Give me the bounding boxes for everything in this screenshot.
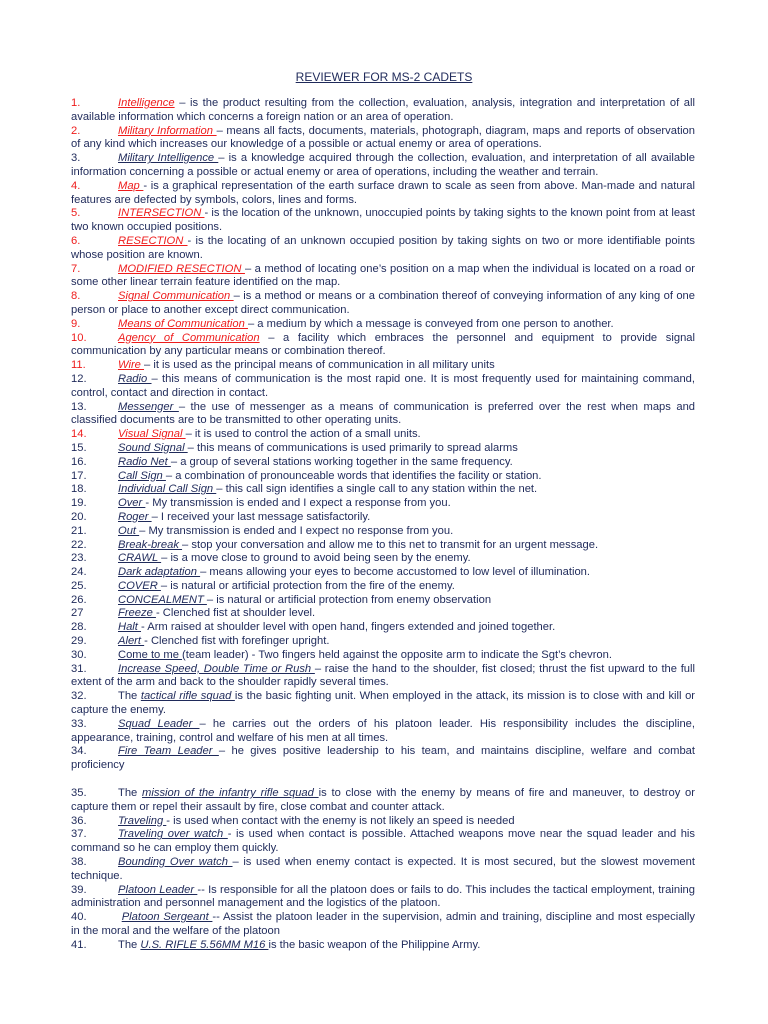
item-definition: – this means of communication is the most rapid one. It is most frequently used for maintaining command, control, contact and direction in contact. (71, 372, 695, 399)
item-term: Break-break (118, 538, 183, 551)
item-term: Sound Signal (118, 441, 188, 454)
item-number: 5. (71, 207, 81, 220)
list-item (71, 815, 695, 829)
item-definition: – is natural or artificial protection from enemy observation (206, 593, 492, 606)
list-item (71, 373, 695, 401)
item-lead-text: The (118, 938, 141, 951)
item-term: Signal Communication (118, 290, 234, 303)
item-definition: - is the location of the unknown, unoccupied points by taking sights to the known point from at least two known occupied positions. (71, 207, 695, 234)
item-definition: – a medium by which a message is conveyed from one person to another. (247, 317, 614, 330)
item-definition: is the basic weapon of the Philippine Army. (268, 938, 481, 951)
item-definition: – is used when enemy contact is expected. It is most secured, but the slowest movement technique. (71, 856, 695, 882)
item-number: 10. (71, 331, 87, 344)
item-definition: - is used when contact with the enemy is not likely an speed is needed (166, 814, 515, 827)
item-term: Dark adaptation (118, 566, 201, 579)
item-number: 32. (71, 690, 87, 703)
item-lead-text: The (118, 690, 141, 703)
list-item (71, 649, 695, 663)
item-term: Means of Communication (118, 317, 248, 330)
item-term: COVER (118, 579, 161, 592)
item-definition: -- Assist the platoon leader in the supervision, admin and training, discipline and most especially in the moral and the welfare of the platoon (71, 911, 695, 938)
list-item (71, 428, 695, 442)
list-item (71, 207, 695, 235)
item-number: 25. (71, 579, 87, 592)
item-definition: – means allowing your eyes to become accustomed to low level of illumination. (200, 566, 590, 579)
item-term: tactical rifle squad (140, 690, 235, 703)
list-item (71, 332, 695, 360)
list-item (71, 539, 695, 553)
item-definition: – it is used as the principal means of communication in all military units (144, 359, 495, 372)
item-definition: – is a method or means or a combination thereof of conveying information of any king of one person or place to another except direct communication. (71, 290, 695, 316)
item-number: 14. (71, 428, 87, 441)
item-number: 3. (71, 152, 81, 165)
item-number: 26. (71, 593, 87, 606)
item-definition: (team leader) - Two fingers held against the opposite arm to indicate the Sgt’s chevron. (182, 648, 612, 661)
item-definition: – is natural or artificial protection from the fire of the enemy. (160, 579, 455, 592)
item-number: 35. (71, 787, 87, 800)
item-number: 41. (71, 938, 87, 951)
item-definition: – means all facts, documents, materials, photograph, diagram, maps and reports of observation of any kind which increases our knowledge of a possible or actual enemy or area of operations. (71, 124, 695, 151)
list-item (71, 690, 695, 718)
item-definition: – a group of several stations working together in the same frequency. (170, 455, 513, 468)
item-definition: - My transmission is ended and I expect a response from you. (145, 497, 451, 510)
list-item (71, 884, 695, 912)
item-definition: – this call sign identifies a single call to any station within the net. (216, 483, 538, 496)
item-number: 8. (71, 290, 81, 303)
list-item (71, 580, 695, 594)
item-number: 30. (71, 648, 87, 661)
item-number: 15. (71, 441, 87, 454)
list-item (71, 745, 695, 773)
item-term: Radio Net (118, 455, 171, 468)
item-definition: – stop your conversation and allow me to this net to transmit for an urgent message. (182, 538, 599, 551)
list-item (71, 566, 695, 580)
item-number: 38. (71, 856, 87, 869)
item-term: Military Intelligence (118, 152, 219, 165)
item-term: Visual Signal (118, 428, 186, 441)
item-term: Squad Leader (118, 717, 200, 730)
item-number: 36. (71, 814, 87, 827)
item-term: Freeze (118, 607, 156, 620)
list-item (71, 635, 695, 649)
list-item (71, 607, 695, 621)
item-number: 29. (71, 635, 87, 648)
item-definition: – it is used to control the action of a small units. (185, 428, 421, 441)
list-item (71, 125, 695, 153)
item-definition: – a method of locating one’s position on a map when the individual is located on a road or some other linear terrain feature identified on the map. (71, 262, 695, 289)
item-term: Intelligence (118, 97, 175, 109)
item-definition: – he carries out the orders of his platoon leader. His responsibility includes the discipline, appearance, training, control and welfare of his men at all times. (71, 717, 696, 744)
list-item (71, 401, 695, 429)
item-term: Over (118, 497, 146, 510)
item-term: Wire (118, 359, 145, 372)
list-item (71, 470, 695, 484)
item-definition: – My transmission is ended and I expect no response from you. (139, 524, 454, 537)
list-item (71, 621, 695, 635)
item-term: Halt (118, 621, 142, 634)
item-definition: – this means of communications is used primarily to spread alarms (187, 441, 518, 454)
list-item (71, 718, 695, 746)
item-definition: - is a graphical representation of the earth surface drawn to scale as seen from above. Man-made and natural features are defected by symbols, colors, lines and forms. (71, 179, 695, 206)
item-term: mission of the infantry rifle squad (142, 787, 319, 800)
list-item (71, 939, 695, 953)
item-number: 39. (71, 883, 87, 896)
item-definition: – is the product resulting from the collection, evaluation, analysis, integration and interpretation of all available information which concerns a foreign nation or an area of operation. (71, 97, 695, 123)
list-item (71, 787, 695, 815)
item-definition: – is a knowledge acquired through the collection, evaluation, and interpretation of all available information concerning a possible or actual enemy or area of operations, including the weather and terrain. (71, 152, 695, 178)
item-number: 2. (71, 124, 81, 137)
list-item (71, 525, 695, 539)
list-item (71, 911, 695, 939)
item-term: Radio (118, 372, 152, 385)
reviewer-list (71, 97, 695, 953)
item-number: 34. (71, 745, 87, 758)
item-number: 18. (71, 483, 87, 496)
item-term: Alert (118, 635, 145, 648)
item-term: CONCEALMENT (118, 593, 207, 606)
item-definition: is the basic fighting unit. When employed in the attack, its mission is to close with and kill or capture the enemy. (71, 690, 696, 717)
item-definition: - is the locating of an unknown occupied position by taking sights on two or more identifiable points whose position are known. (71, 234, 695, 261)
item-term: Call Sign (118, 469, 166, 482)
list-item (71, 663, 695, 691)
item-term: Military Information (118, 124, 217, 137)
list-item (71, 594, 695, 608)
item-number: 37. (71, 828, 87, 841)
list-item (71, 318, 695, 332)
item-definition: - Clenched fist at shoulder level. (155, 607, 316, 620)
list-item (71, 511, 695, 525)
list-item (71, 235, 695, 263)
item-number: 4. (71, 179, 81, 192)
item-definition: – is a move close to ground to avoid being seen by the enemy. (161, 552, 471, 565)
item-definition: - Clenched fist with forefinger upright. (144, 635, 330, 648)
list-item (71, 263, 695, 291)
item-definition: – he gives positive leadership to his team, and maintains discipline, welfare and combat proficiency (71, 745, 695, 772)
item-number: 27 (71, 607, 84, 620)
item-term: Messenger (118, 400, 179, 413)
item-term: RESECTION (118, 234, 188, 247)
item-number: 22. (71, 538, 87, 551)
item-definition: - Arm raised at shoulder level with open hand, fingers extended and joined together. (141, 621, 556, 634)
item-number: 12. (71, 372, 87, 385)
item-definition: – a combination of pronounceable words that identifies the facility or station. (165, 469, 542, 482)
item-number: 24. (71, 566, 87, 579)
item-number: 17. (71, 469, 87, 482)
item-term: Increase Speed, Double Time or Rush (118, 662, 315, 675)
item-definition: – a facility which embraces the personnel and equipment to provide signal communication by any particular means or combination thereof. (71, 331, 695, 358)
item-term: INTERSECTION (118, 207, 205, 220)
item-number: 9. (71, 317, 81, 330)
item-term: U.S. RIFLE 5.56MM M16 (140, 938, 269, 951)
item-number: 13. (71, 400, 87, 413)
list-item (71, 856, 695, 884)
item-definition: – raise the hand to the shoulder, fist closed; thrust the fist upward to the full extent of the arm and back to the shoulder rapidly several times. (71, 662, 696, 689)
list-item (71, 497, 695, 511)
item-definition: - is used when contact is possible. Attached weapons move near the squad leader and his command so he can employ them quickly. (71, 828, 695, 855)
item-definition: – the use of messenger as a means of communication is preferred over the rest when maps and classified documents are to be transmitted to other operating units. (71, 400, 696, 427)
item-number: 16. (71, 455, 87, 468)
list-item (71, 97, 695, 125)
item-number: 23. (71, 552, 87, 565)
item-term: Bounding Over watch (118, 856, 233, 869)
item-number: 19. (71, 497, 87, 510)
item-number: 40. (71, 911, 87, 924)
item-number: 33. (71, 717, 87, 730)
list-item (71, 152, 695, 180)
item-term: Agency of Communication (118, 331, 260, 344)
list-item (71, 552, 695, 566)
item-number: 1. (71, 97, 81, 109)
list-item (71, 828, 695, 856)
page-title: REVIEWER FOR MS-2 CADETS (295, 70, 473, 84)
item-term: CRAWL (118, 552, 162, 565)
item-term: Fire Team Leader (118, 745, 219, 758)
item-number: 6. (71, 234, 81, 247)
item-number: 31. (71, 662, 87, 675)
list-item (71, 442, 695, 456)
item-term: Individual Call Sign (118, 483, 217, 496)
item-term: Roger (118, 510, 152, 523)
list-item (71, 483, 695, 497)
item-term: Out (118, 524, 140, 537)
item-number: 28. (71, 621, 87, 634)
item-number: 21. (71, 524, 87, 537)
list-item (71, 290, 695, 318)
item-number: 11. (71, 359, 86, 372)
item-term: Traveling (118, 814, 167, 827)
item-term: Platoon Leader (118, 883, 198, 896)
item-term: MODIFIED RESECTION (118, 262, 245, 275)
item-term: Come to me (118, 648, 183, 661)
list-item (71, 456, 695, 470)
item-definition: is to close with the enemy by means of fire and maneuver, to destroy or capture them or repel their assault by fire, close combat and counter attack. (71, 787, 695, 813)
item-lead-text: The (118, 787, 143, 800)
item-term: Platoon Sergeant (121, 911, 213, 924)
item-number: 7. (71, 262, 81, 275)
item-term: Map (118, 179, 144, 192)
list-item (71, 180, 695, 208)
item-term: Traveling over watch (118, 828, 228, 841)
list-item (71, 359, 695, 373)
item-definition: – I received your last message satisfactorily. (151, 510, 371, 523)
item-number: 20. (71, 510, 87, 523)
item-definition: -- Is responsible for all the platoon does or fails to do. This includes the tactical employment, training administration and personnel management and the logistics of the platoon. (71, 883, 695, 910)
